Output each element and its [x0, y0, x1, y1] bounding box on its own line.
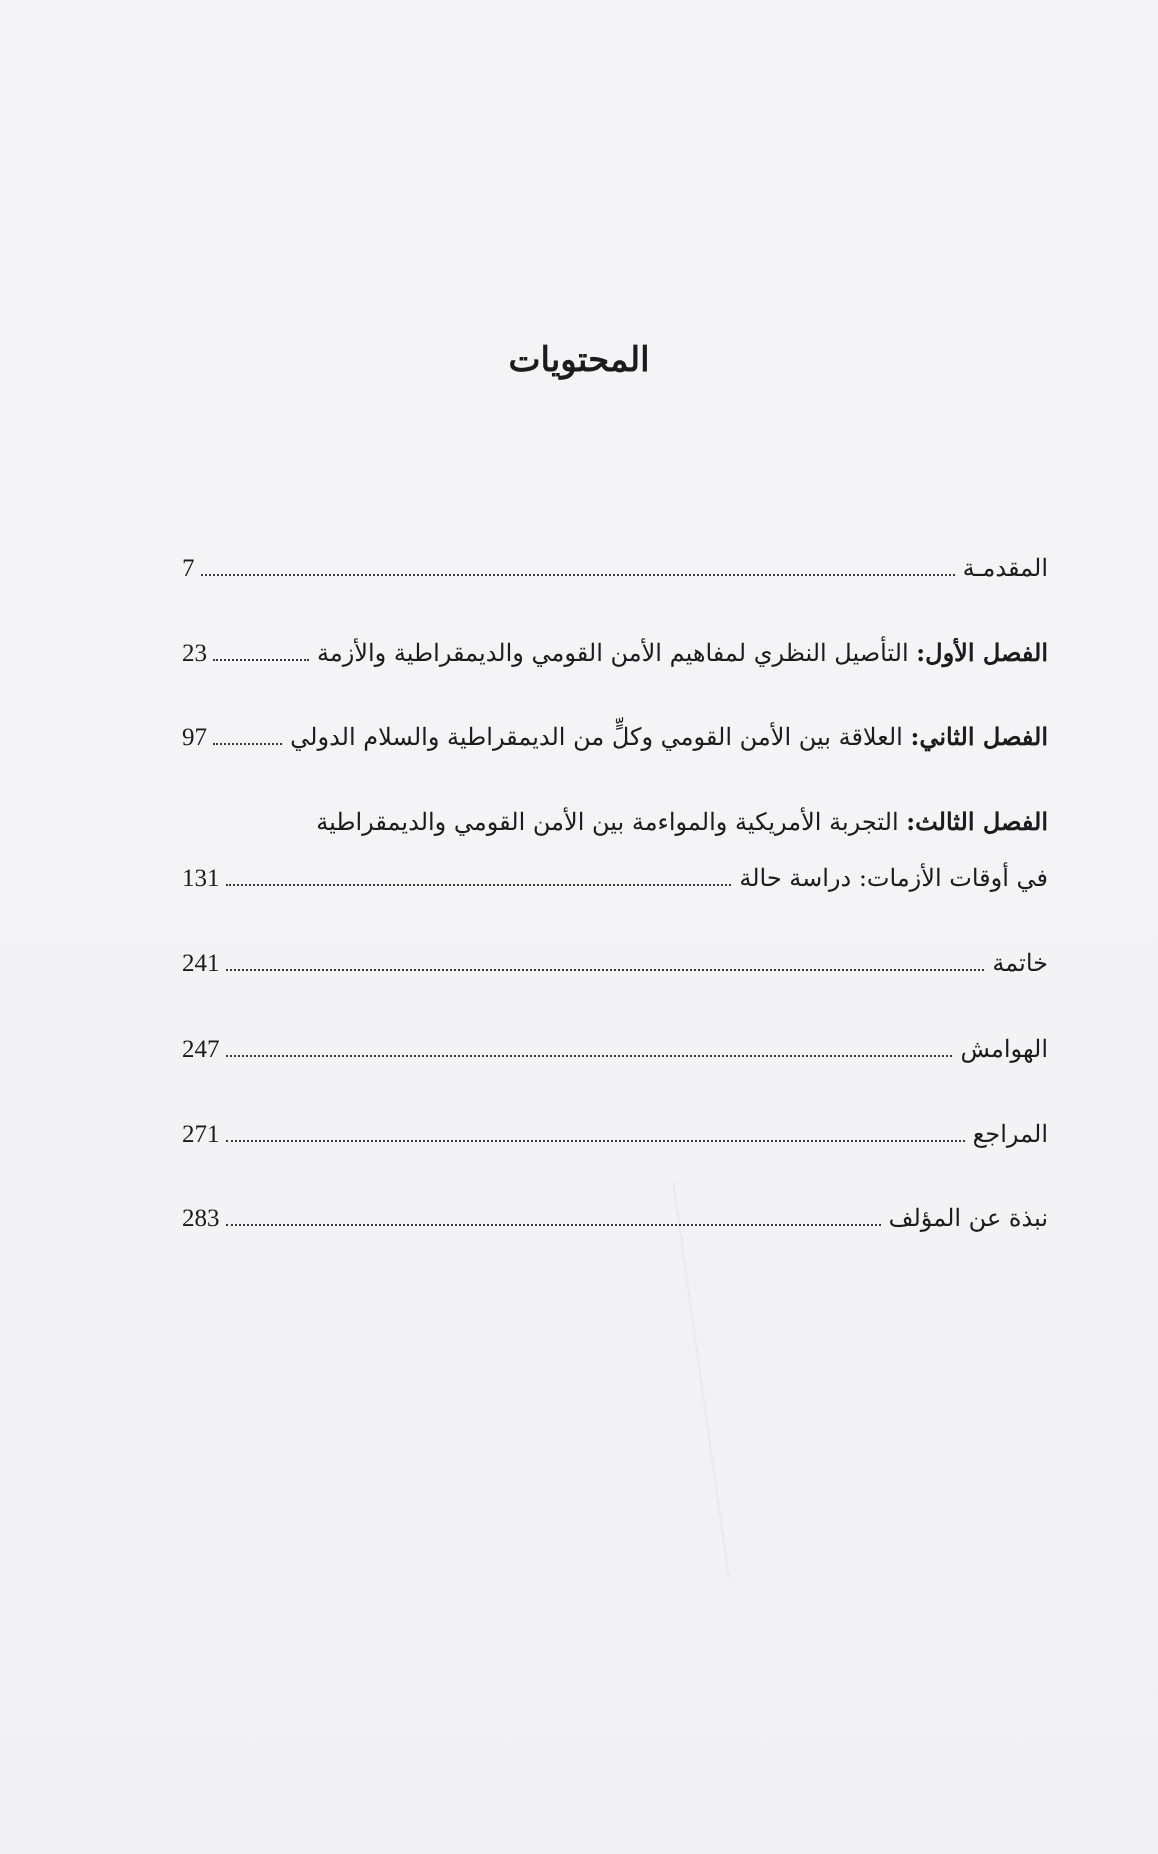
toc-page-number: 131	[182, 865, 220, 892]
toc-entry-text	[960, 1027, 1048, 1071]
toc-chapter-label: الفصل الثالث:	[906, 807, 1048, 836]
toc-entry-title: المقدمـة	[962, 554, 1048, 582]
toc-entry-chapter-1	[182, 631, 1048, 675]
toc-leader-dots	[226, 1112, 965, 1142]
toc-chapter-label: الفصل الثاني:	[910, 722, 1048, 751]
toc-page-number: 283	[182, 1205, 220, 1232]
table-of-contents	[182, 0, 1048, 1854]
toc-leader-dots	[226, 941, 985, 971]
toc-leader-dots	[226, 856, 732, 886]
toc-entry-references	[182, 1112, 1048, 1156]
toc-leader-dots	[213, 631, 309, 661]
page-title: المحتويات	[508, 340, 650, 380]
toc-entry-text	[992, 941, 1048, 985]
toc-entry-chapter-3-line-1	[182, 800, 1048, 844]
toc-entry-text	[963, 546, 1048, 590]
toc-entry-about-author	[182, 1196, 1048, 1240]
toc-entry-title: المراجع	[972, 1120, 1048, 1148]
toc-page-number: 23	[182, 640, 207, 667]
toc-page-number: 247	[182, 1036, 220, 1063]
toc-entry-title: نبذة عن المؤلف	[888, 1204, 1048, 1232]
toc-entry-title: الهوامش	[960, 1035, 1048, 1063]
toc-chapter-label: الفصل الأول:	[916, 638, 1048, 667]
toc-entry-text	[889, 1196, 1048, 1240]
toc-page-number: 271	[182, 1121, 220, 1148]
toc-entry-title: التجربة الأمريكية والمواءمة بين الأمن القومي والديمقراطية	[316, 808, 899, 836]
toc-entry-title: العلاقة بين الأمن القومي وكلٍّ من الديمقراطية والسلام الدولي	[290, 723, 903, 751]
toc-page-number: 7	[182, 555, 195, 582]
toc-leader-dots	[226, 1027, 953, 1057]
toc-entry-text	[317, 631, 1048, 675]
toc-page-number: 97	[182, 724, 207, 751]
toc-entry-introduction	[182, 546, 1048, 590]
toc-page-number: 241	[182, 950, 220, 977]
toc-entry-title: خاتمة	[992, 949, 1048, 977]
toc-entry-text	[973, 1112, 1048, 1156]
toc-entry-chapter-2	[182, 715, 1048, 759]
toc-entry-chapter-3-line-2	[182, 856, 1048, 900]
toc-leader-dots	[201, 546, 955, 576]
toc-leader-dots	[226, 1196, 881, 1226]
toc-entry-title: التأصيل النظري لمفاهيم الأمن القومي والديمقراطية والأزمة	[316, 639, 909, 667]
toc-entry-conclusion	[182, 941, 1048, 985]
toc-entry-text	[290, 715, 1048, 759]
toc-leader-dots	[213, 715, 282, 745]
toc-entry-title: في أوقات الأزمات: دراسة حالة	[739, 864, 1048, 892]
toc-entry-text	[739, 856, 1048, 900]
toc-entry-notes	[182, 1027, 1048, 1071]
